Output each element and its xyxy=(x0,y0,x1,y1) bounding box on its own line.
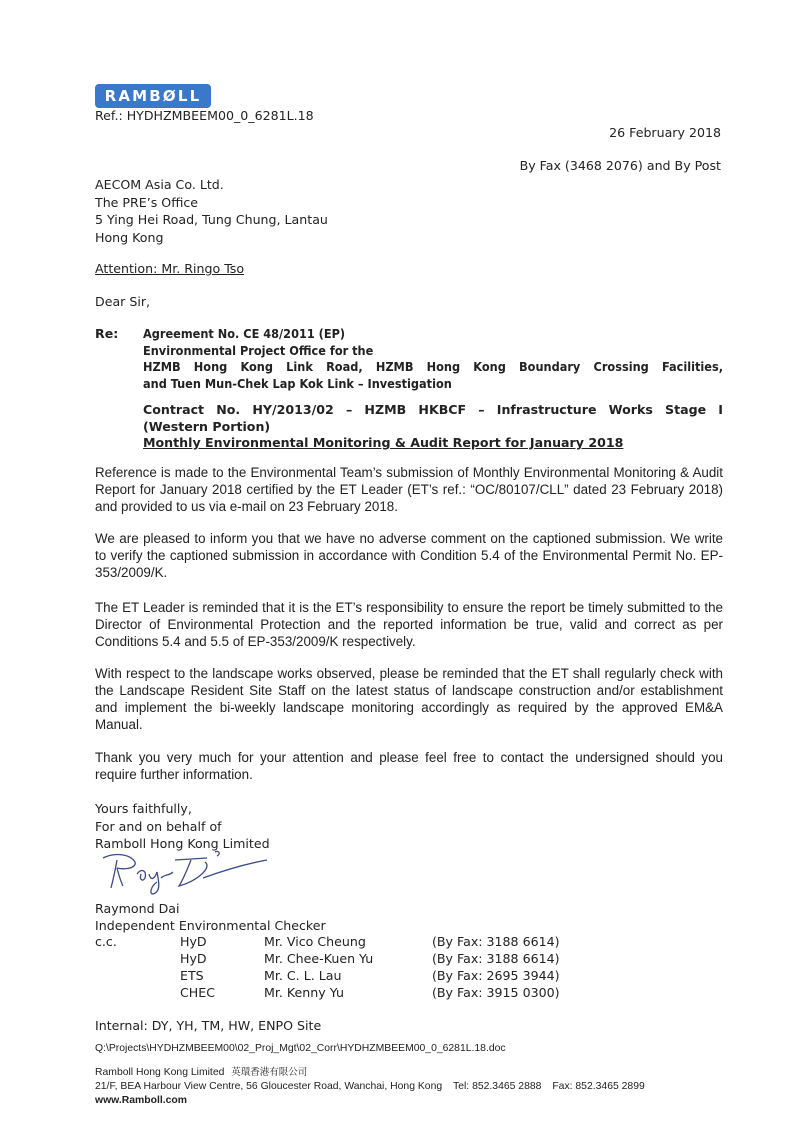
footer-company-chinese: 英環香港有限公司 xyxy=(231,1067,308,1078)
signatory xyxy=(95,900,326,934)
footer-website[interactable]: www.Ramboll.com xyxy=(95,1095,187,1106)
reference-number: Ref.: HYDHZMBEEM00_0_6281L.18 xyxy=(95,108,314,123)
subject-block xyxy=(143,326,723,392)
cc-fax: (By Fax: 3188 6614) xyxy=(432,934,560,949)
ramboll-logo: RAMBØLL xyxy=(95,84,211,108)
footer-fax: Fax: 852.3465 2899 xyxy=(552,1081,645,1092)
cc-name: Mr. Vico Cheung xyxy=(264,934,366,949)
internal-distribution: Internal: DY, YH, TM, HW, ENPO Site xyxy=(95,1018,322,1033)
closing-line: Ramboll Hong Kong Limited xyxy=(95,836,270,851)
cc-row xyxy=(95,950,560,967)
closing-block xyxy=(95,800,270,853)
subject-line: Agreement No. CE 48/2011 (EP) xyxy=(143,326,346,341)
closing-line: For and on behalf of xyxy=(95,818,222,834)
address-line: The PRE’s Office xyxy=(95,194,199,210)
delivery-method: By Fax (3468 2076) and By Post xyxy=(519,158,721,173)
cc-name: Mr. Chee-Kuen Yu xyxy=(264,951,374,966)
recipient-address xyxy=(95,176,328,246)
body-paragraph: With respect to the landscape works observed, please be reminded that the ET shall regularly check with the Landscape Resident Site Staff on the latest status of landscape construction and/or establishment and implement the bi-weekly landscape monitoring accordingly as required by the approved EM&A Manual. xyxy=(95,666,723,732)
signatory-name: Raymond Dai xyxy=(95,901,180,916)
contract-line: Contract No. HY/2013/02 – HZMB HKBCF – Infrastructure Works Stage I xyxy=(143,402,723,417)
cc-org: CHEC xyxy=(180,985,216,1000)
body-paragraph: We are pleased to inform you that we have no adverse comment on the captioned submission. We write to verify the captioned submission in accordance with Condition 5.4 of the Environmental Permit No. EP-353/2009/K. xyxy=(95,531,723,580)
cc-fax: (By Fax: 3188 6614) xyxy=(432,951,560,966)
attention-line: Attention: Mr. Ringo Tso xyxy=(95,261,245,276)
address-line: Hong Kong xyxy=(95,229,164,245)
signatory-title: Independent Environmental Checker xyxy=(95,918,326,933)
cc-row xyxy=(95,984,560,1001)
signature-icon xyxy=(95,848,270,896)
letter-date: 26 February 2018 xyxy=(609,125,721,140)
report-title: Monthly Environmental Monitoring & Audit Report for January 2018 xyxy=(143,435,624,450)
address-line: 5 Ying Hei Road, Tung Chung, Lantau xyxy=(95,212,328,227)
cc-org: HyD xyxy=(180,951,207,966)
footer xyxy=(95,1066,645,1108)
cc-name: Mr. C. L. Lau xyxy=(264,968,342,983)
footer-address: 21/F, BEA Harbour View Centre, 56 Gloucester Road, Wanchai, Hong Kong xyxy=(95,1081,443,1092)
closing-line: Yours faithfully, xyxy=(95,801,192,816)
cc-list xyxy=(95,933,560,1001)
cc-row xyxy=(95,967,560,984)
cc-org: HyD xyxy=(180,934,207,949)
body-paragraph: The ET Leader is reminded that it is the ET’s responsibility to ensure the report be timely submitted to the Director of Environmental Protection and the reported information be true, valid and correct as per Conditions 5.4 and 5.5 of EP-353/2009/K respectively. xyxy=(95,600,723,649)
subject-line: and Tuen Mun-Chek Lap Kok Link – Investigation xyxy=(143,375,452,391)
subject-line: HZMB Hong Kong Link Road, HZMB Hong Kong Boundary Crossing Facilities, xyxy=(143,359,723,374)
footer-tel: Tel: 852.3465 2888 xyxy=(453,1081,542,1092)
cc-row xyxy=(95,933,560,950)
cc-name: Mr. Kenny Yu xyxy=(264,985,344,1000)
address-line: AECOM Asia Co. Ltd. xyxy=(95,177,224,192)
footer-company: Ramboll Hong Kong Limited xyxy=(95,1067,225,1078)
body-paragraph: Thank you very much for your attention and please feel free to contact the undersigned should you require further information. xyxy=(95,750,723,782)
body-paragraph: Reference is made to the Environmental Team’s submission of Monthly Environmental Monitoring & Audit Report for January 2018 certified by the ET Leader (ET’s ref.: “OC/80107/CLL” dated 23 February 2018) and provided to us via e-mail on 23 February 2018. xyxy=(95,465,723,514)
subject-label: Re: xyxy=(95,326,119,341)
contract-line: (Western Portion) xyxy=(143,418,271,434)
cc-org: ETS xyxy=(180,968,204,983)
cc-label: c.c. xyxy=(95,934,117,949)
cc-fax: (By Fax: 2695 3944) xyxy=(432,968,560,983)
subject-line: Environmental Project Office for the xyxy=(143,342,374,358)
contract-block xyxy=(143,402,723,452)
file-path: Q:\Projects\HYDHZMBEEM00\02_Proj_Mgt\02_Corr\HYDHZMBEEM00_0_6281L.18.doc xyxy=(95,1043,506,1054)
salutation: Dear Sir, xyxy=(95,294,151,309)
cc-fax: (By Fax: 3915 0300) xyxy=(432,985,560,1000)
